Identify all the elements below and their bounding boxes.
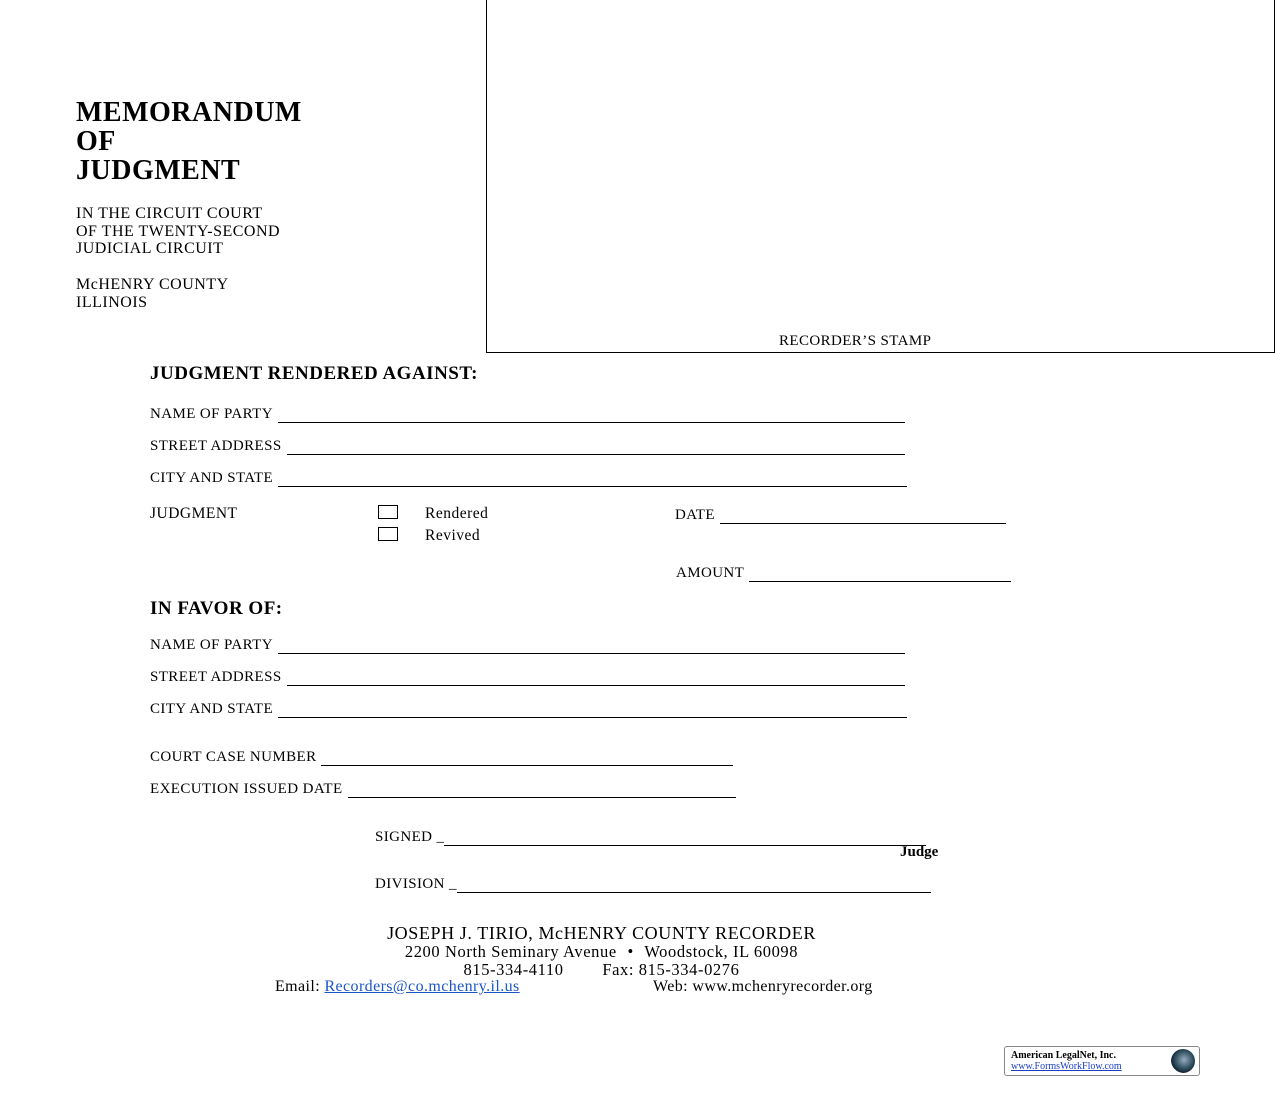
against-city-field[interactable] [150, 467, 907, 487]
favor-city-field[interactable] [150, 698, 907, 718]
input-line[interactable] [720, 509, 1006, 524]
field-label: EXECUTION ISSUED DATE [150, 781, 343, 797]
city-address: Woodstock, IL 60098 [644, 942, 799, 961]
county-line: ILLINOIS [76, 293, 148, 311]
against-name-field[interactable] [150, 403, 905, 423]
field-label: SIGNED _ [375, 829, 445, 845]
email-link[interactable]: Recorders@co.mchenry.il.us [324, 978, 520, 995]
court-line: JUDICIAL CIRCUIT [76, 240, 224, 257]
amount-field[interactable] [676, 562, 1011, 582]
court-line: IN THE CIRCUIT COURT [76, 205, 263, 222]
recorder-web: Web: www.mchenryrecorder.org [653, 978, 873, 995]
against-street-field[interactable] [150, 435, 905, 455]
email-label: Email: [275, 978, 321, 995]
recorder-stamp-label: RECORDER’S STAMP [779, 333, 932, 349]
input-line[interactable] [287, 440, 905, 455]
court-line: OF THE TWENTY-SECOND [76, 222, 281, 240]
field-label: CITY AND STATE [150, 470, 274, 486]
input-line[interactable] [287, 671, 905, 686]
field-label: AMOUNT [676, 565, 745, 581]
execution-date-field[interactable] [150, 778, 736, 798]
court-case-number-field[interactable] [150, 746, 733, 766]
badge-url[interactable]: www.FormsWorkFlow.com [1011, 1061, 1122, 1072]
document-title [76, 98, 302, 185]
rendered-label: Rendered [425, 505, 489, 522]
title-line: JUDGMENT [76, 155, 241, 186]
field-label: NAME OF PARTY [150, 637, 273, 653]
favor-heading: IN FAVOR OF: [150, 598, 283, 619]
judge-label: Judge [900, 844, 939, 860]
recorder-name: JOSEPH J. TIRIO, McHENRY COUNTY RECORDER [387, 923, 816, 943]
county-name [76, 276, 229, 311]
judgment-label: JUDGMENT [150, 505, 238, 522]
recorder-address [0, 943, 1203, 961]
field-label: COURT CASE NUMBER [150, 749, 317, 765]
recorder-phones [0, 961, 1203, 979]
input-line[interactable] [278, 703, 907, 718]
court-name [76, 205, 280, 258]
bullet-separator: • [627, 942, 634, 961]
input-line[interactable] [321, 751, 733, 766]
signed-field[interactable] [375, 826, 926, 846]
street-address: 2200 North Seminary Avenue [404, 942, 617, 961]
against-heading: JUDGMENT RENDERED AGAINST: [150, 363, 478, 384]
input-line[interactable] [278, 408, 905, 423]
input-line[interactable] [348, 783, 736, 798]
recorder-stamp-box [486, 0, 1275, 353]
badge-company: American LegalNet, Inc. [1011, 1050, 1116, 1061]
input-line[interactable] [278, 472, 907, 487]
recorder-email [275, 978, 520, 996]
favor-street-field[interactable] [150, 666, 905, 686]
input-line[interactable] [749, 567, 1011, 582]
american-legalnet-badge[interactable] [1004, 1046, 1200, 1076]
phone-number: 815-334-4110 [463, 960, 564, 979]
field-label: NAME OF PARTY [150, 406, 273, 422]
input-line[interactable] [457, 878, 931, 893]
globe-logo-icon [1171, 1049, 1195, 1073]
title-line: MEMORANDUM [76, 97, 302, 128]
field-label: DIVISION _ [375, 876, 457, 892]
county-line: McHENRY COUNTY [76, 276, 229, 293]
field-label: STREET ADDRESS [150, 669, 282, 685]
title-line: OF [76, 126, 116, 157]
revived-checkbox[interactable] [378, 527, 398, 541]
field-label: DATE [675, 507, 715, 523]
fax-number: Fax: 815-334-0276 [602, 960, 740, 979]
date-field[interactable] [675, 504, 1006, 524]
revived-label: Revived [425, 527, 481, 544]
input-line[interactable] [444, 831, 926, 846]
input-line[interactable] [278, 639, 905, 654]
division-field[interactable] [375, 873, 931, 893]
favor-name-field[interactable] [150, 634, 905, 654]
field-label: CITY AND STATE [150, 701, 274, 717]
rendered-checkbox[interactable] [378, 505, 398, 519]
field-label: STREET ADDRESS [150, 438, 282, 454]
